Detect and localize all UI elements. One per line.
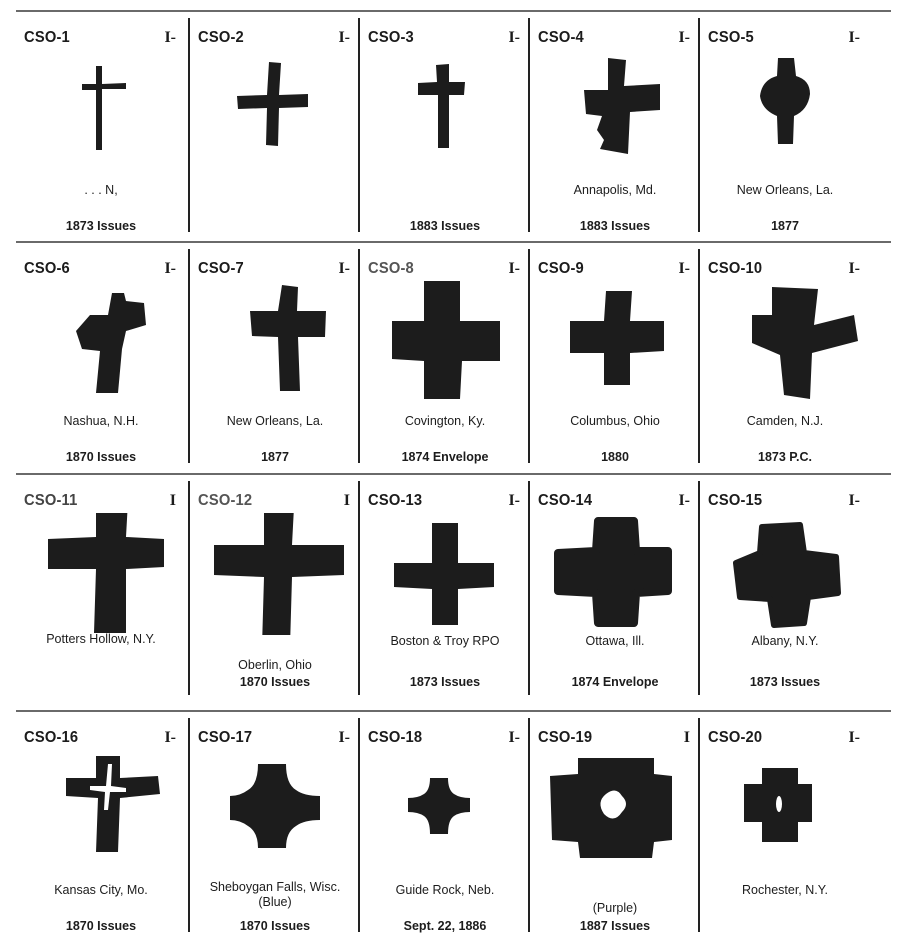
entry-grade: I- — [848, 492, 860, 509]
rounded-cross-icon — [700, 50, 870, 172]
entry-place: Annapolis, Md. — [573, 183, 657, 197]
soft-cross-icon — [530, 513, 700, 635]
entry-code: CSO-20 — [708, 729, 763, 746]
entry-grade: I — [683, 729, 690, 746]
catalog-entry — [530, 475, 700, 700]
entry-code: CSO-19 — [538, 729, 593, 746]
entry-grade: I- — [338, 729, 350, 746]
catalog-entry — [700, 712, 870, 937]
entry-year: 1870 Issues — [65, 919, 137, 933]
entry-grade: I- — [508, 29, 520, 46]
entry-grade: I- — [338, 29, 350, 46]
entry-grade: I- — [164, 29, 176, 46]
entry-grade: I- — [508, 492, 520, 509]
entry-grade: I- — [848, 260, 860, 277]
entry-place: Columbus, Ohio — [570, 414, 660, 428]
entry-year: 1870 Issues — [239, 919, 311, 933]
entry-place: Kansas City, Mo. — [54, 883, 148, 897]
entry-code: CSO-17 — [198, 729, 253, 746]
tilted-cross-icon — [700, 281, 870, 403]
entry-place: Oberlin, Ohio — [238, 658, 312, 672]
entry-code: CSO-13 — [368, 492, 423, 509]
entry-grade: I- — [848, 29, 860, 46]
catalog-row — [16, 12, 891, 237]
entry-year: 1873 Issues — [65, 219, 137, 233]
entry-place: Sheboygan Falls, Wisc. (Blue) — [209, 880, 341, 909]
entry-place: Rochester, N.Y. — [742, 883, 828, 897]
catalog-entry — [16, 712, 186, 937]
block-cross-icon — [530, 750, 700, 872]
catalog-row — [16, 243, 891, 468]
entry-code: CSO-11 — [24, 492, 78, 509]
entry-grade: I- — [164, 729, 176, 746]
catalog-entry — [700, 243, 870, 468]
entry-code: CSO-10 — [708, 260, 763, 277]
entry-code: CSO-5 — [708, 29, 754, 46]
catalog-entry — [700, 12, 870, 237]
entry-year: 1874 Envelope — [401, 450, 489, 464]
entry-grade: I- — [508, 729, 520, 746]
entry-year: 1874 Envelope — [571, 675, 659, 689]
catalog-row — [16, 712, 891, 937]
entry-grade: I- — [508, 260, 520, 277]
small-concave-cross-icon — [360, 750, 530, 872]
catalog-entry — [360, 12, 530, 237]
entry-year: 1870 Issues — [239, 675, 311, 689]
notched-cross-icon — [700, 750, 870, 872]
entry-code: CSO-16 — [24, 729, 79, 746]
entry-grade: I- — [338, 260, 350, 277]
entry-code: CSO-18 — [368, 729, 423, 746]
ragged-cross-icon — [700, 513, 870, 635]
catalog-entry — [530, 243, 700, 468]
entry-year: 1873 Issues — [749, 675, 821, 689]
entry-place: Guide Rock, Neb. — [395, 883, 495, 897]
entry-grade: I- — [848, 729, 860, 746]
catalog-entry — [190, 243, 360, 468]
plus-cross-icon — [190, 50, 360, 172]
catalog-entry — [190, 475, 360, 700]
greek-cross-icon — [530, 281, 700, 403]
entry-place: Nashua, N.H. — [63, 414, 139, 428]
catalog-entry — [16, 243, 186, 468]
entry-grade: I- — [678, 29, 690, 46]
catalog-entry — [16, 475, 186, 700]
entry-code: CSO-9 — [538, 260, 584, 277]
entry-year: 1880 — [601, 450, 629, 464]
hollow-cross-icon — [16, 750, 186, 872]
entry-code: CSO-7 — [198, 260, 244, 277]
small-cross-icon — [360, 50, 530, 172]
heavy-cross-icon — [360, 281, 530, 403]
entry-place: Covington, Ky. — [404, 414, 486, 428]
entry-code: CSO-2 — [198, 29, 244, 46]
catalog-entry — [16, 12, 186, 237]
entry-grade: I- — [164, 260, 176, 277]
catalog-row — [16, 475, 891, 700]
entry-year: 1877 — [261, 450, 289, 464]
entry-grade: I — [169, 492, 176, 509]
concave-cross-icon — [190, 750, 360, 872]
entry-grade: I — [343, 492, 350, 509]
blob-cross-icon — [16, 281, 186, 403]
entry-code: CSO-15 — [708, 492, 763, 509]
catalog-entry — [530, 12, 700, 237]
catalog-entry — [360, 712, 530, 937]
entry-code: CSO-4 — [538, 29, 584, 46]
large-latin-cross-icon — [16, 513, 186, 635]
entry-year: 1887 Issues — [579, 919, 651, 933]
slim-greek-cross-icon — [360, 513, 530, 635]
entry-place: Potters Hollow, N.Y. — [46, 632, 156, 646]
entry-place: . . . N, — [84, 183, 118, 197]
long-cross-icon — [190, 513, 360, 635]
entry-year: 1873 Issues — [409, 675, 481, 689]
entry-year: 1883 Issues — [579, 219, 651, 233]
entry-year: Sept. 22, 1886 — [403, 919, 487, 933]
entry-code: CSO-14 — [538, 492, 593, 509]
entry-grade: I- — [678, 492, 690, 509]
catalog-entry — [530, 712, 700, 937]
entry-place: New Orleans, La. — [226, 414, 324, 428]
irregular-cross-icon — [530, 50, 700, 172]
entry-place: Camden, N.J. — [746, 414, 824, 428]
entry-grade: I- — [678, 260, 690, 277]
entry-year: 1870 Issues — [65, 450, 137, 464]
catalog-entry — [360, 243, 530, 468]
entry-code: CSO-6 — [24, 260, 70, 277]
entry-place: Ottawa, Ill. — [585, 634, 645, 648]
entry-place: Albany, N.Y. — [751, 634, 819, 648]
entry-place: Boston & Troy RPO — [390, 634, 500, 648]
catalog-entry — [190, 12, 360, 237]
entry-code: CSO-1 — [24, 29, 70, 46]
catalog-entry — [360, 475, 530, 700]
thin-cross-icon — [16, 50, 186, 172]
entry-year: 1877 — [771, 219, 799, 233]
entry-code: CSO-12 — [198, 492, 253, 509]
catalog-entry — [190, 712, 360, 937]
entry-place: New Orleans, La. — [736, 183, 834, 197]
entry-place: (Purple) — [592, 901, 638, 915]
entry-year: 1873 P.C. — [758, 450, 812, 464]
entry-code: CSO-8 — [368, 260, 414, 277]
entry-year: 1883 Issues — [409, 219, 481, 233]
entry-code: CSO-3 — [368, 29, 414, 46]
latin-cross-icon — [190, 281, 360, 403]
catalog-entry — [700, 475, 870, 700]
